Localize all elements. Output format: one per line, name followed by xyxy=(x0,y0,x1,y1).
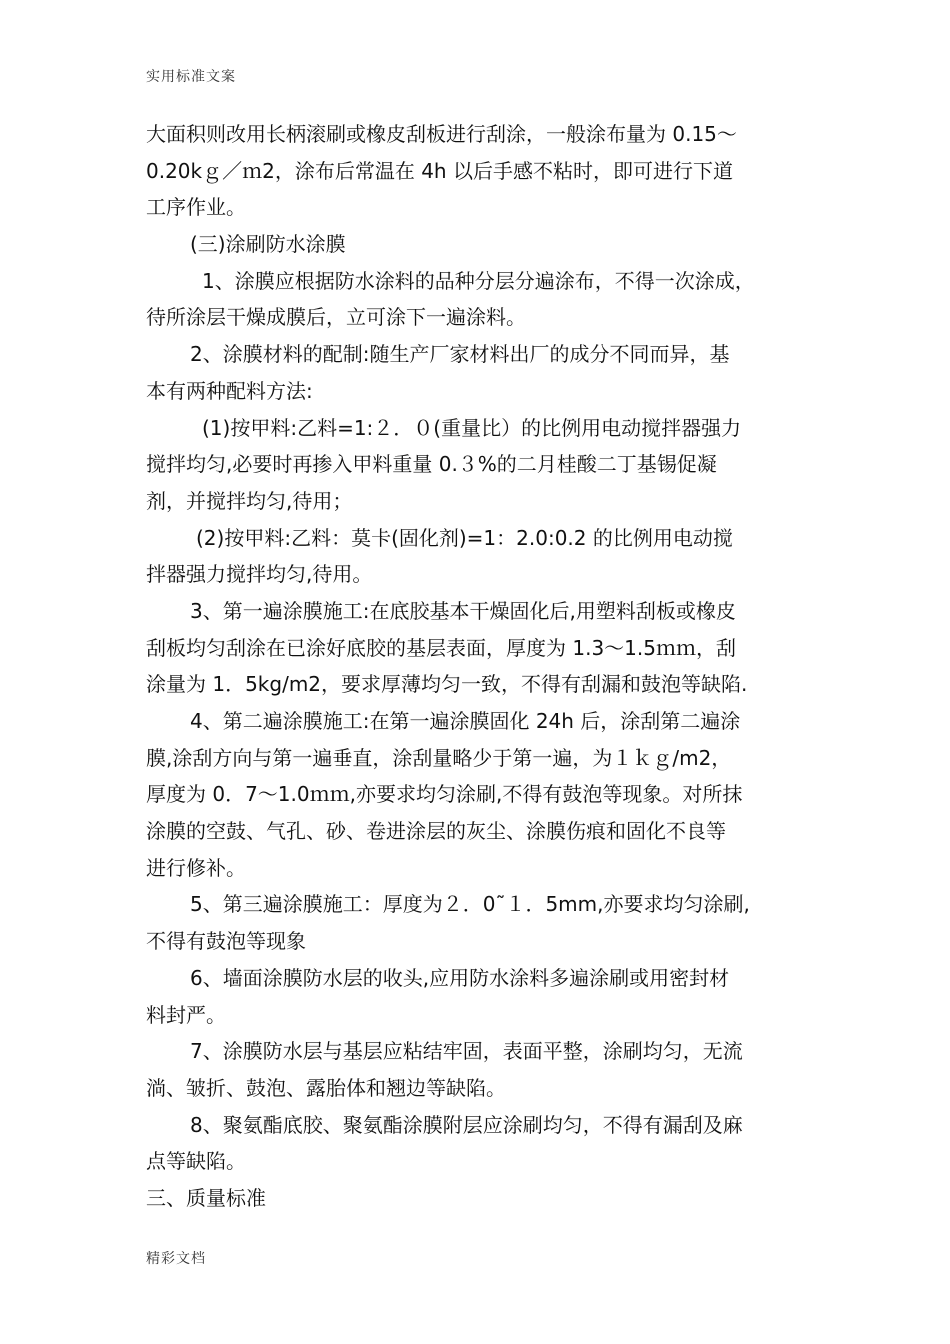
text-line: 膜,涂刮方向与第一遍垂直，涂刮量略少于第一遍，为１ｋｇ/m2， xyxy=(146,745,732,770)
document-body xyxy=(146,116,814,1217)
text-line: 6、墙面涂膜防水层的收头,应用防水涂料多遍涂刷或用密封材 xyxy=(190,965,730,990)
text-line: (1)按甲料:乙料=1:２．０(重量比）的比例用电动搅拌器强力 xyxy=(202,415,742,440)
text-line: 涂量为 1．5kg/m2，要求厚薄均匀一致，不得有刮漏和鼓泡等缺陷. xyxy=(146,672,748,697)
text-line: 淌、皱折、鼓泡、露胎体和翘边等缺陷。 xyxy=(146,1075,506,1100)
page-header: 实用标准文案 xyxy=(146,69,236,85)
text-line: 涂膜的空鼓、气孔、砂、卷进涂层的灰尘、涂膜伤痕和固化不良等 xyxy=(146,819,726,844)
text-line: 3、第一遍涂膜施工:在底胶基本干燥固化后,用塑料刮板或橡皮 xyxy=(190,598,736,623)
text-line: 待所涂层干燥成膜后，立可涂下一遍涂料。 xyxy=(146,305,526,330)
text-line: 8、聚氨酯底胶、聚氨酯涂膜附层应涂刷均匀，不得有漏刮及麻 xyxy=(190,1112,743,1137)
text-line: 拌器强力搅拌均匀,待用。 xyxy=(146,562,373,587)
text-line: 不得有鼓泡等现象 xyxy=(146,929,306,954)
text-line: 进行修补。 xyxy=(146,855,246,880)
text-line: 1、涂膜应根据防水涂料的品种分层分遍涂布，不得一次涂成， xyxy=(202,268,755,293)
section-heading: 三、质量标准 xyxy=(146,1185,266,1210)
text-line: 料封严。 xyxy=(146,1002,226,1027)
text-line: 4、第二遍涂膜施工:在第一遍涂膜固化 24h 后，涂刮第二遍涂 xyxy=(190,709,741,733)
text-line: 厚度为 0．7～1.0ｍｍ,亦要求均匀涂刷,不得有鼓泡等现象。对所抹 xyxy=(146,782,743,807)
text-line: 搅拌均匀,必要时再掺入甲料重量 0.３%的二月桂酸二丁基锡促凝 xyxy=(146,452,717,477)
text-line: 点等缺陷。 xyxy=(146,1149,246,1174)
text-line: 5、第三遍涂膜施工：厚度为２．0˜１．5mm,亦要求均匀涂刷, xyxy=(190,892,750,917)
text-line: 7、涂膜防水层与基层应粘结牢固，表面平整，涂刷均匀，无流 xyxy=(190,1039,743,1064)
page-footer: 精彩文档 xyxy=(146,1251,206,1267)
text-line: 工序作业。 xyxy=(146,195,246,220)
section-heading: (三)涂刷防水涂膜 xyxy=(190,232,346,257)
text-line: 大面积则改用长柄滚刷或橡皮刮板进行刮涂，一般涂布量为 0.15～ xyxy=(146,122,737,146)
text-line: 本有两种配料方法: xyxy=(146,378,313,403)
text-line: 0.20kｇ／ｍ2，涂布后常温在 4h 以后手感不粘时，即可进行下道 xyxy=(146,158,733,183)
text-line: 刮板均匀刮涂在已涂好底胶的基层表面，厚度为 1.3～1.5ｍｍ，刮 xyxy=(146,635,736,660)
text-line: 2、涂膜材料的配制:随生产厂家材料出厂的成分不同而异，基 xyxy=(190,342,730,367)
text-line: 剂，并搅拌均匀,待用； xyxy=(146,488,353,513)
text-line: (2)按甲料:乙料：莫卡(固化剂)=1：2.0:0.2 的比例用电动搅 xyxy=(196,525,733,550)
